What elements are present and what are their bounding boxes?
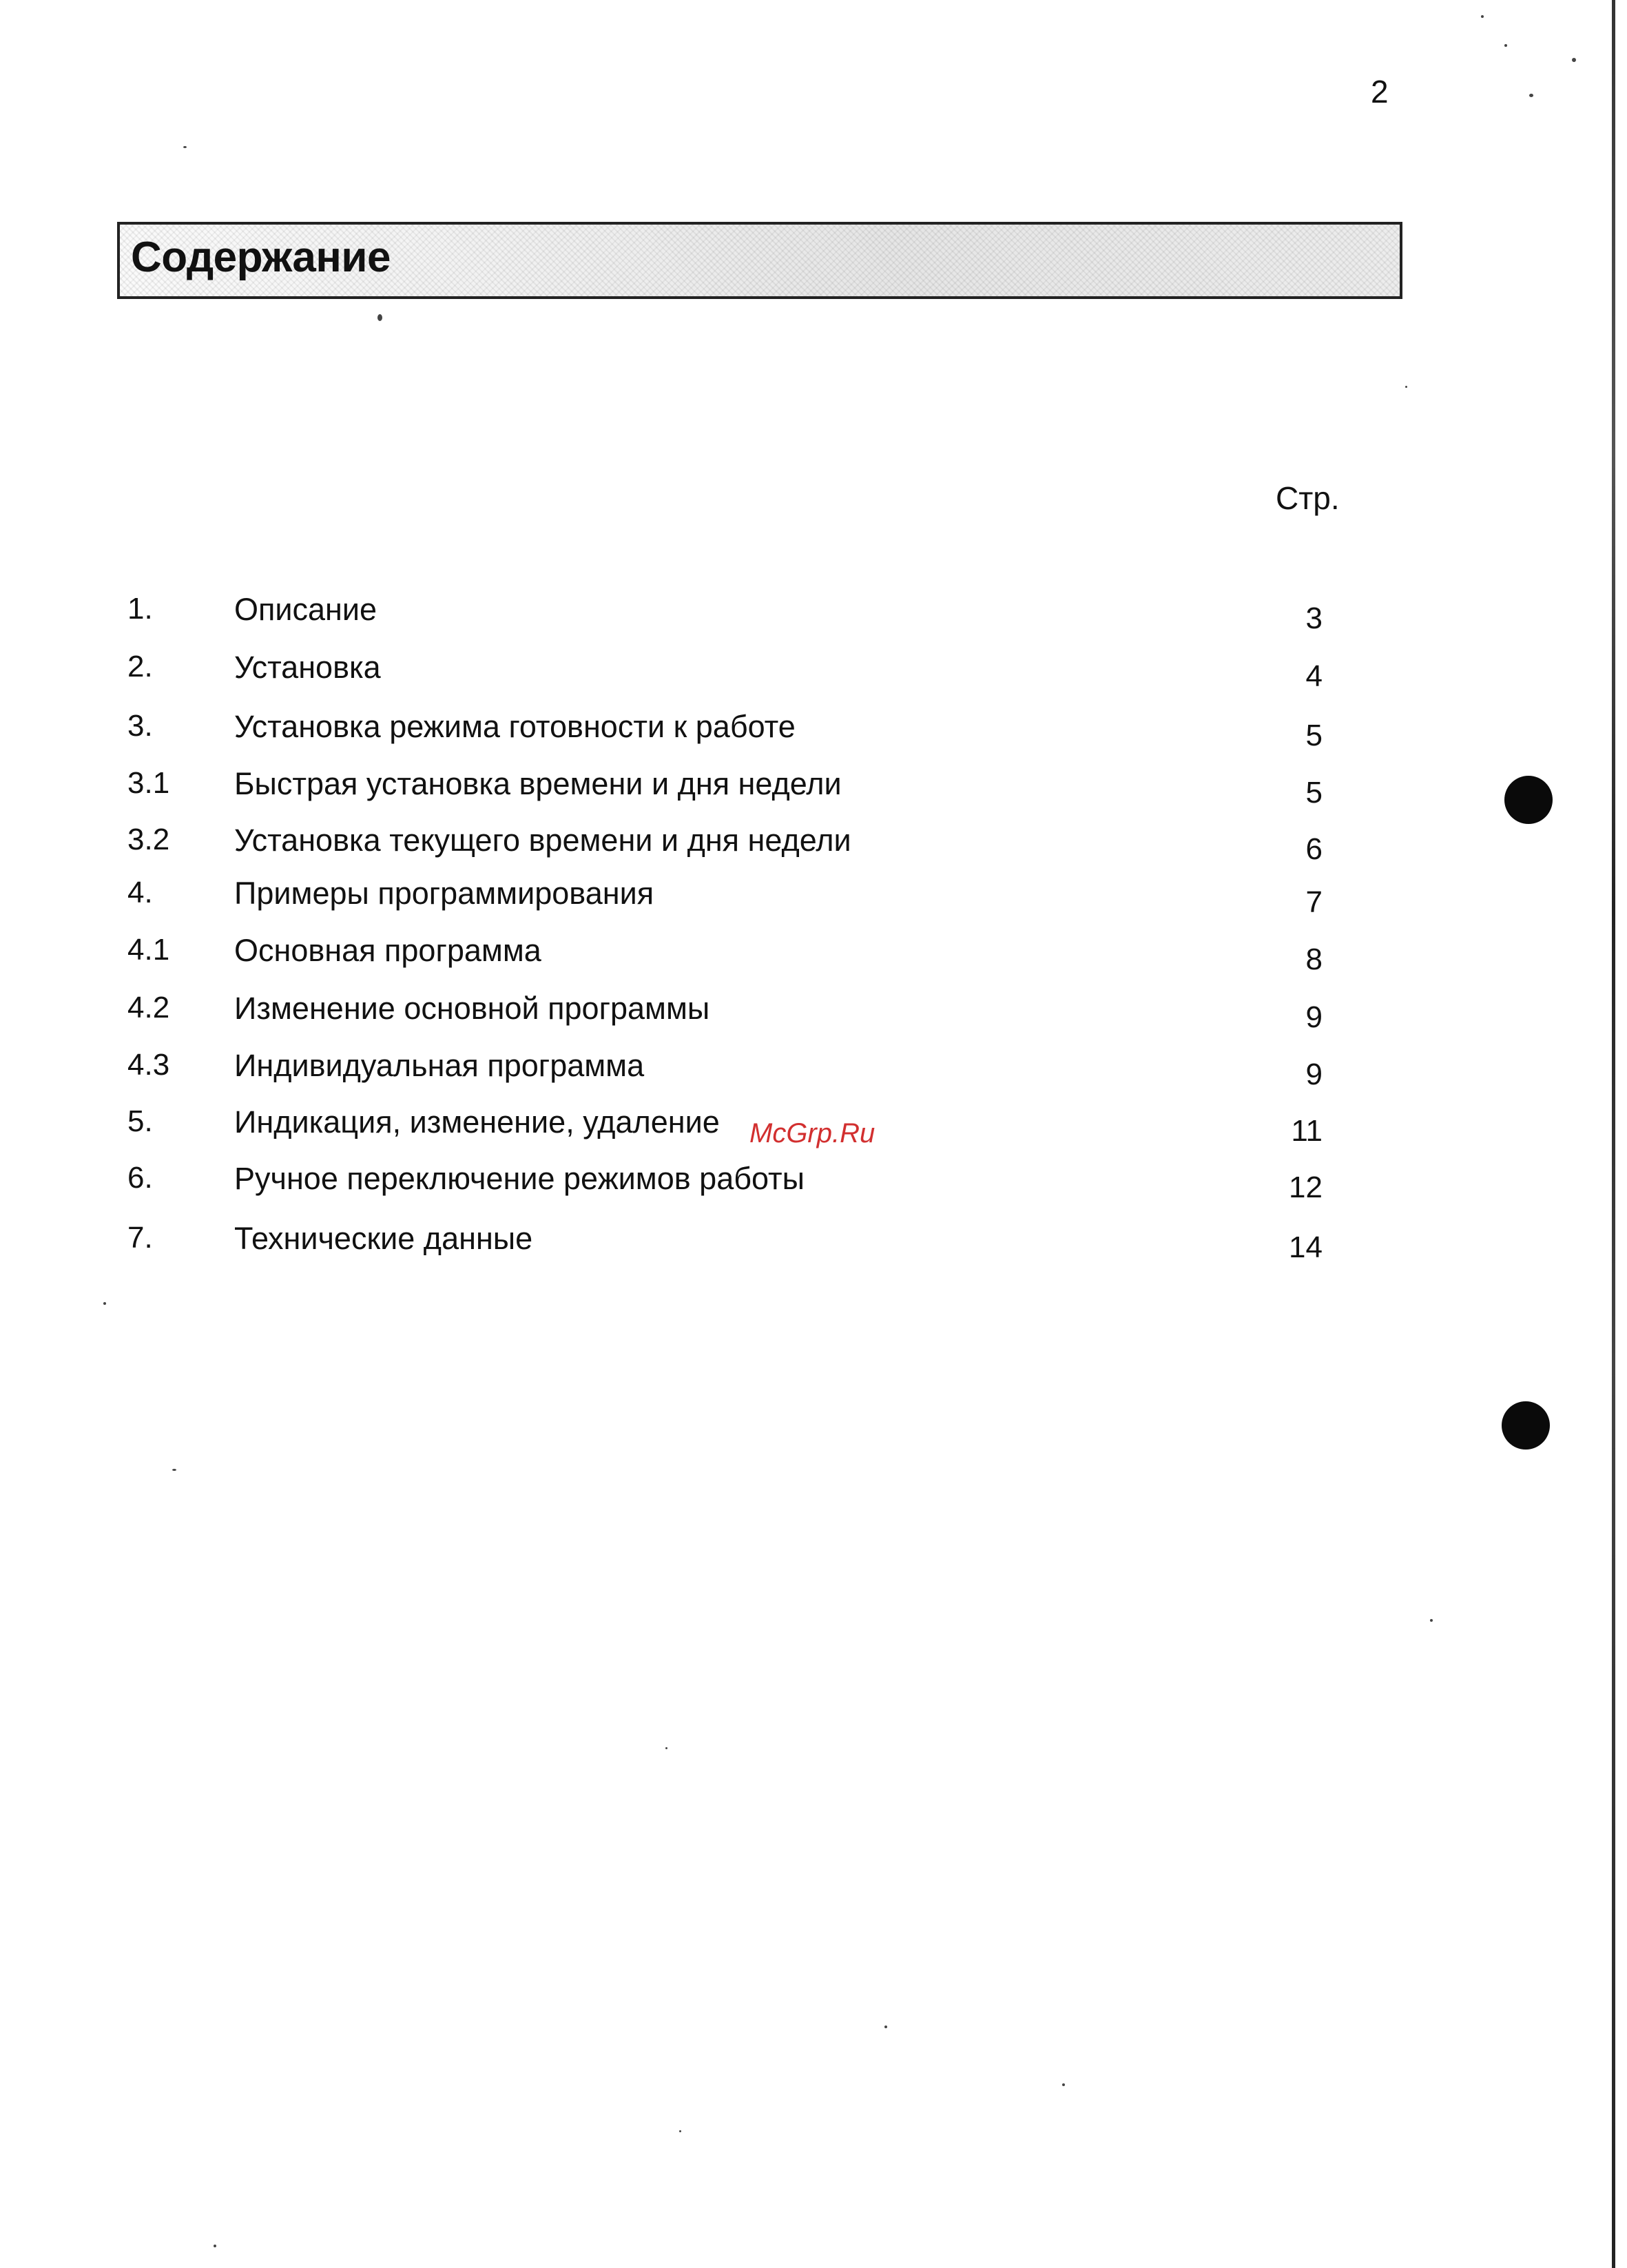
toc-page-number: 4 (1305, 659, 1323, 693)
toc-row (0, 993, 1627, 1041)
toc-title: Описание (234, 592, 377, 627)
scan-speck (679, 2130, 681, 2132)
toc-page-number: 5 (1305, 776, 1323, 810)
toc-row (0, 594, 1627, 642)
toc-number: 3. (127, 709, 153, 743)
toc-title: Установка текущего времени и дня недели (234, 823, 851, 858)
scan-speck (214, 2245, 216, 2247)
toc-row (0, 825, 1627, 873)
scan-speck (1529, 94, 1533, 97)
scan-speck (103, 1302, 106, 1305)
watermark: McGrp.Ru (749, 1118, 875, 1148)
toc-title: Изменение основной программы (234, 991, 710, 1026)
toc-number: 4. (127, 876, 153, 909)
toc-row (0, 652, 1627, 700)
toc-number: 4.2 (127, 991, 170, 1024)
toc-title: Ручное переключение режимов работы (234, 1161, 805, 1196)
scan-speck (884, 2025, 887, 2028)
toc-number: 4.3 (127, 1048, 170, 1082)
scan-speck (665, 1747, 667, 1749)
toc-number: 7. (127, 1221, 153, 1255)
toc-title: Быстрая установка времени и дня недели (234, 766, 842, 801)
toc-page-number: 5 (1305, 719, 1323, 752)
toc-number: 5. (127, 1104, 153, 1138)
toc-row (0, 1050, 1627, 1098)
toc-title: Индикация, изменение, удаление (234, 1104, 720, 1140)
toc-row (0, 711, 1627, 759)
scan-speck (183, 146, 187, 148)
toc-page-number: 8 (1305, 942, 1323, 976)
toc-number: 3.1 (127, 766, 170, 800)
toc-row (0, 935, 1627, 983)
toc-title: Примеры программирования (234, 876, 654, 911)
toc-number: 6. (127, 1161, 153, 1195)
punch-hole (1502, 1401, 1550, 1450)
toc-row (0, 1223, 1627, 1271)
page-number: 2 (1371, 74, 1389, 110)
toc-page-number: 11 (1291, 1114, 1323, 1148)
toc-title: Технические данные (234, 1221, 533, 1256)
scan-speck (172, 1469, 176, 1471)
punch-hole (1504, 776, 1553, 824)
toc-title: Индивидуальная программа (234, 1048, 645, 1083)
scan-speck (1405, 386, 1407, 388)
toc-number: 4.1 (127, 933, 170, 967)
scan-speck (1430, 1619, 1433, 1622)
toc-title: Установка режима готовности к работе (234, 709, 796, 744)
page-title: Содержание (131, 234, 391, 281)
page-column-header: Стр. (1276, 480, 1340, 516)
toc-page-number: 14 (1289, 1230, 1323, 1264)
toc-number: 2. (127, 650, 153, 683)
toc-row (0, 1163, 1627, 1211)
toc-number: 3.2 (127, 823, 170, 856)
scan-speck (1572, 58, 1576, 62)
toc-page-number: 9 (1305, 1058, 1323, 1091)
toc-page-number: 6 (1305, 832, 1323, 866)
toc-page-number: 9 (1305, 1000, 1323, 1034)
toc-title: Основная программа (234, 933, 541, 968)
scan-speck (1062, 2083, 1065, 2086)
toc-number: 1. (127, 592, 153, 626)
toc-row (0, 768, 1627, 816)
scan-speck (1481, 15, 1484, 18)
toc-page-number: 3 (1305, 601, 1323, 635)
toc-row (0, 878, 1627, 926)
scan-speck (1504, 44, 1507, 47)
toc-page-number: 7 (1305, 885, 1323, 919)
scan-speck (377, 314, 382, 321)
toc-page-number: 12 (1289, 1171, 1323, 1204)
toc-title: Установка (234, 650, 381, 685)
